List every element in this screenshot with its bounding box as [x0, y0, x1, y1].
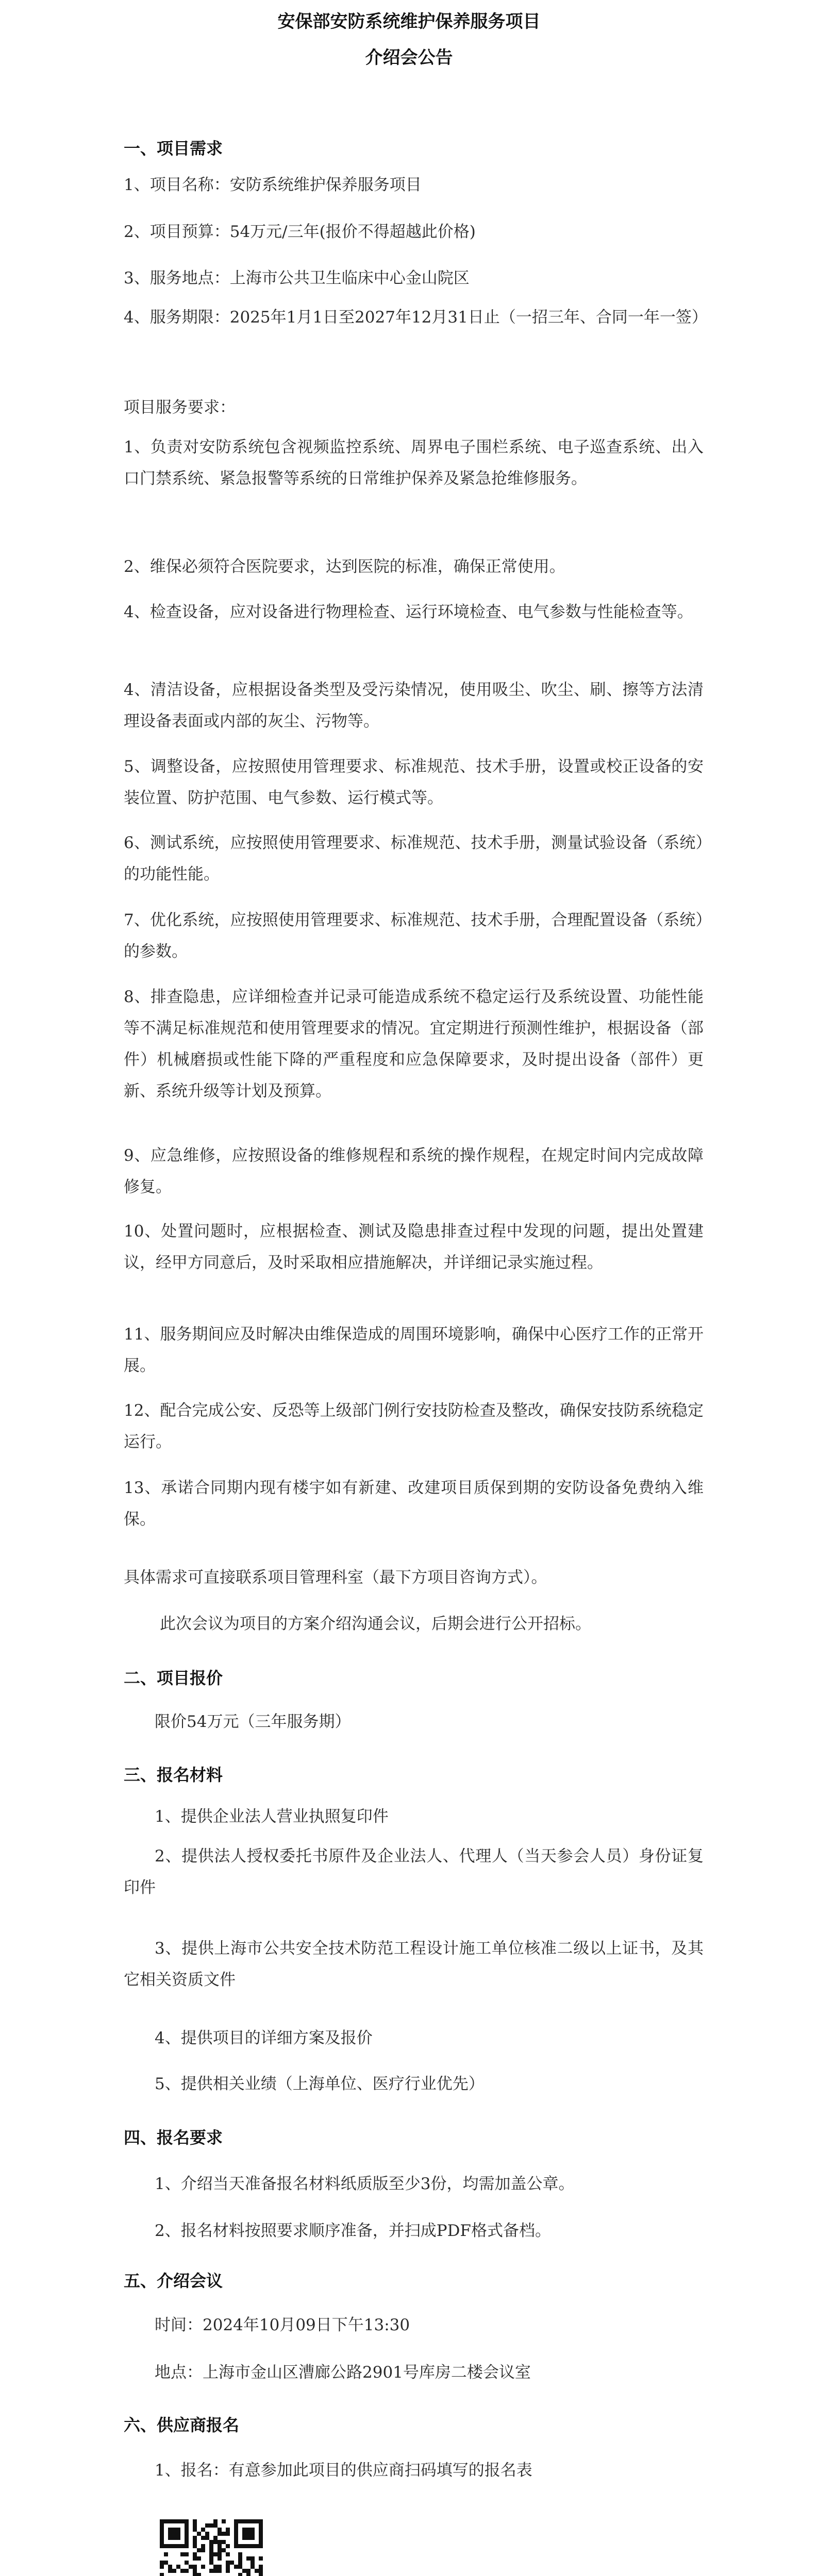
section-heading-materials: 三、报名材料	[124, 1765, 223, 1785]
requirement-item: 6、测试系统，应按照使用管理要求、标准规范、技术手册，测量试验设备（系统）的功能性能。	[124, 834, 704, 884]
meeting-time: 时间：2024年10月09日下午13:30	[155, 2316, 410, 2334]
material-item: 3、提供上海市公共安全技术防范工程设计施工单位核准二级以上证书，及其它相关资质文件	[124, 1939, 704, 1989]
requirement-item: 10、处置问题时，应根据检查、测试及隐患排查过程中发现的问题，提出处置建议，经甲方同意后，及时采取相应措施解决，并详细记录实施过程。	[124, 1222, 704, 1272]
registration-requirement: 2、报名材料按照要求顺序准备，并扫成PDF格式备档。	[155, 2222, 551, 2240]
requirement-item: 7、优化系统，应按照使用管理要求、标准规范、技术手册，合理配置设备（系统）的参数。	[124, 911, 704, 961]
section-heading-meeting: 五、介绍会议	[124, 2271, 223, 2291]
qr-code-icon[interactable]	[160, 2519, 263, 2576]
service-location: 3、服务地点：上海市公共卫生临床中心金山院区	[124, 269, 470, 287]
section-heading-requirements: 一、项目需求	[124, 139, 223, 158]
project-budget: 2、项目预算：54万元/三年(报价不得超越此价格)	[124, 223, 476, 241]
requirement-item: 12、配合完成公安、反恐等上级部门例行安技防检查及整改，确保安技防系统稳定运行。	[124, 1401, 704, 1451]
price-limit: 限价54万元（三年服务期）	[155, 1713, 351, 1731]
requirement-item: 4、清洁设备，应根据设备类型及受污染情况，使用吸尘、吹尘、刷、擦等方法清理设备表面或内部的灰尘、污物等。	[124, 681, 704, 731]
material-item: 2、提供法人授权委托书原件及企业法人、代理人（当天参会人员）身份证复印件	[124, 1847, 704, 1897]
section-heading-registration-requirements: 四、报名要求	[124, 2128, 223, 2147]
registration-intro: 1、报名：有意参加此项目的供应商扫码填写的报名表	[155, 2461, 532, 2480]
meeting-note: 此次会议为项目的方案介绍沟通会议，后期会进行公开招标。	[160, 1615, 591, 1633]
material-item: 5、提供相关业绩（上海单位、医疗行业优先）	[155, 2075, 485, 2093]
requirement-item: 13、承诺合同期内现有楼宇如有新建、改建项目质保到期的安防设备免费纳入维保。	[124, 1479, 704, 1529]
section-heading-supplier-registration: 六、供应商报名	[124, 2415, 240, 2435]
project-name: 1、项目名称：安防系统维护保养服务项目	[124, 176, 422, 194]
contact-note: 具体需求可直接联系项目管理科室（最下方项目咨询方式）。	[124, 1568, 547, 1587]
material-item: 1、提供企业法人营业执照复印件	[155, 1807, 389, 1826]
requirement-item: 4、检查设备，应对设备进行物理检查、运行环境检查、电气参数与性能检查等。	[124, 603, 693, 621]
document-subtitle: 介绍会公告	[365, 47, 453, 68]
requirement-item: 1、负责对安防系统包含视频监控系统、周界电子围栏系统、电子巡查系统、出入口门禁系统、紧急报警等系统的日常维护保养及紧急抢维修服务。	[124, 438, 704, 488]
requirement-item: 5、调整设备，应按照使用管理要求、标准规范、技术手册，设置或校正设备的安装位置、防护范围、电气参数、运行模式等。	[124, 757, 704, 807]
registration-requirement: 1、介绍当天准备报名材料纸质版至少3份，均需加盖公章。	[155, 2175, 575, 2193]
requirement-item: 9、应急维修，应按照设备的维修规程和系统的操作规程，在规定时间内完成故障修复。	[124, 1146, 704, 1196]
service-requirements-heading: 项目服务要求：	[124, 398, 236, 417]
material-item: 4、提供项目的详细方案及报价	[155, 2029, 373, 2047]
requirement-item: 2、维保必须符合医院要求，达到医院的标准，确保正常使用。	[124, 557, 565, 576]
document-title: 安保部安防系统维护保养服务项目	[277, 11, 541, 32]
service-period: 4、服务期限：2025年1月1日至2027年12月31日止（一招三年、合同一年一签）	[124, 308, 708, 327]
requirement-item: 8、排查隐患，应详细检查并记录可能造成系统不稳定运行及系统设置、功能性能等不满足标准规范和使用管理要求的情况。宜定期进行预测性维护，根据设备（部件）机械磨损或性能下降的严重程度和应急保障要求，及时提出设备（部件）更新、系统升级等计划及预算。	[124, 988, 704, 1100]
section-heading-quote: 二、项目报价	[124, 1668, 223, 1688]
requirement-item: 11、服务期间应及时解决由维保造成的周围环境影响，确保中心医疗工作的正常开展。	[124, 1325, 704, 1375]
meeting-place: 地点：上海市金山区漕廊公路2901号库房二楼会议室	[155, 2363, 531, 2382]
